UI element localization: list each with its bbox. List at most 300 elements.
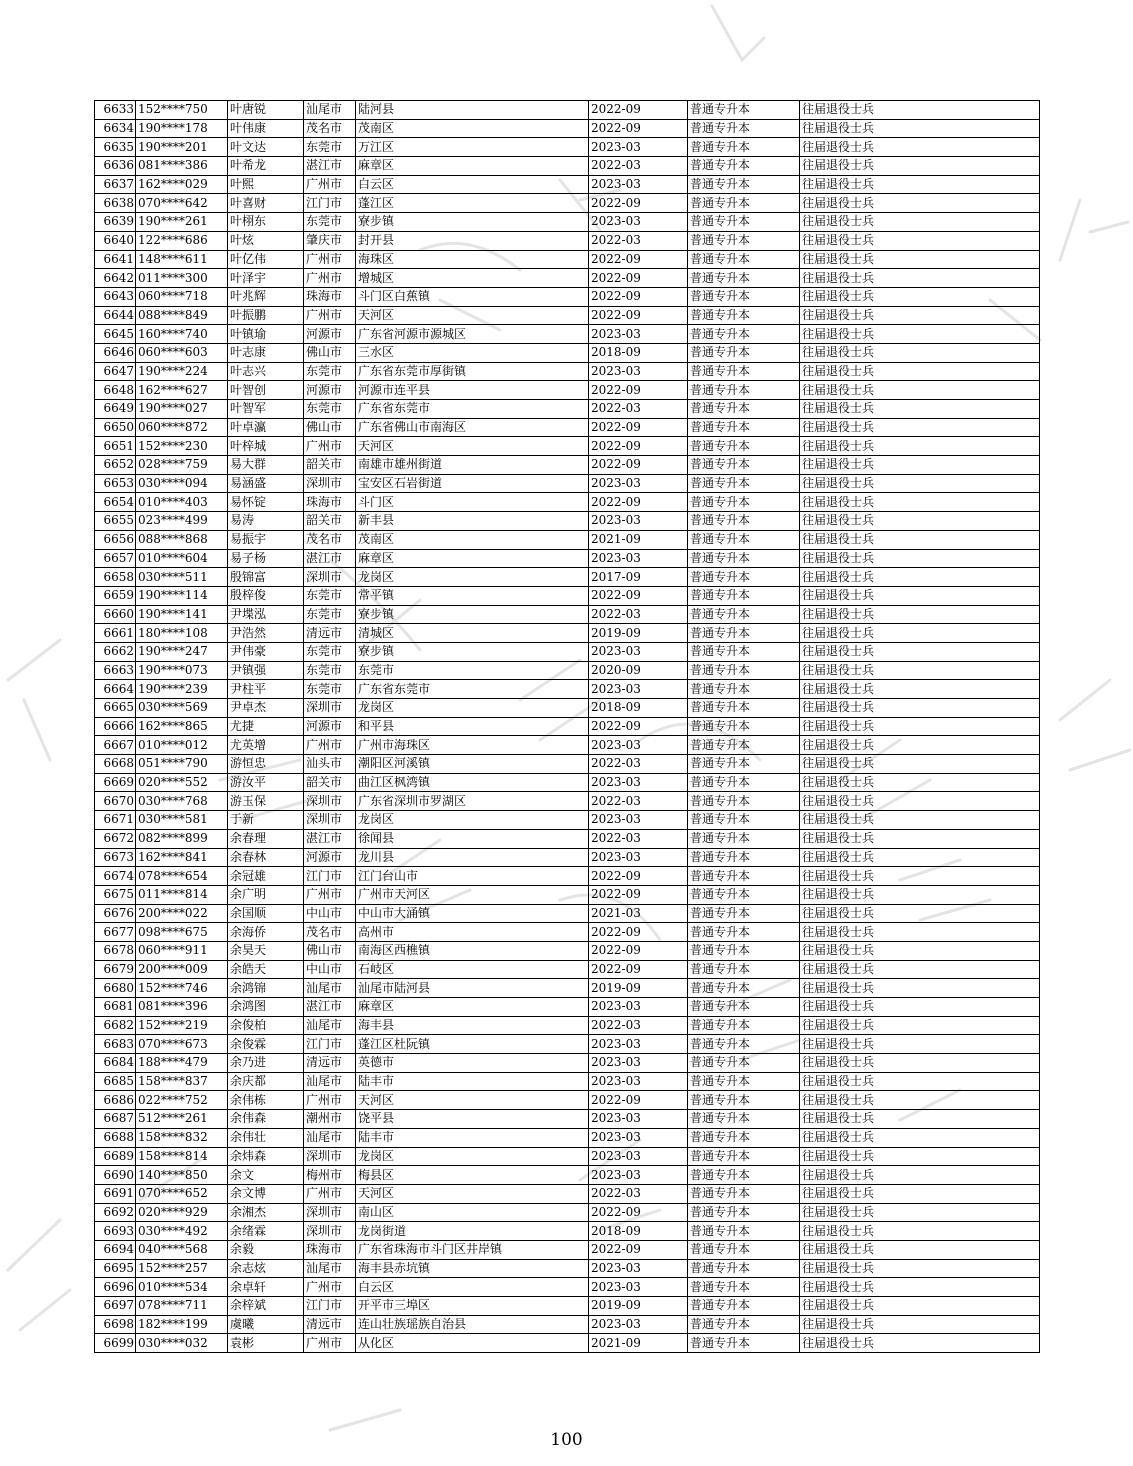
table-row xyxy=(95,1334,1040,1353)
student-name-cell: 余卓轩 xyxy=(228,1278,304,1297)
row-number-cell: 6644 xyxy=(95,306,136,325)
exam-type-cell: 普通专升本 xyxy=(688,904,800,923)
exam-number-cell: 070****673 xyxy=(136,1035,228,1054)
enrollment-date-cell: 2022-09 xyxy=(589,194,688,213)
student-category-cell: 往届退役士兵 xyxy=(800,418,1040,437)
district-cell: 从化区 xyxy=(356,1334,589,1353)
exam-type-cell: 普通专升本 xyxy=(688,381,800,400)
student-name-cell: 于新 xyxy=(228,811,304,830)
table-row xyxy=(95,306,1040,325)
exam-type-cell: 普通专升本 xyxy=(688,605,800,624)
exam-type-cell: 普通专升本 xyxy=(688,736,800,755)
student-name-cell: 余伟栋 xyxy=(228,1091,304,1110)
city-cell: 江门市 xyxy=(304,194,356,213)
student-category-cell: 往届退役士兵 xyxy=(800,1203,1040,1222)
row-number-cell: 6634 xyxy=(95,119,136,138)
student-name-cell: 叶炫 xyxy=(228,231,304,250)
student-name-cell: 尹柱平 xyxy=(228,680,304,699)
enrollment-date-cell: 2023-03 xyxy=(589,325,688,344)
city-cell: 韶关市 xyxy=(304,512,356,531)
table-row xyxy=(95,456,1040,475)
city-cell: 韶关市 xyxy=(304,773,356,792)
student-category-cell: 往届退役士兵 xyxy=(800,1240,1040,1259)
enrollment-date-cell: 2023-03 xyxy=(589,1035,688,1054)
district-cell: 增城区 xyxy=(356,269,589,288)
exam-number-cell: 088****868 xyxy=(136,530,228,549)
row-number-cell: 6658 xyxy=(95,568,136,587)
table-row xyxy=(95,119,1040,138)
student-name-cell: 尹浩然 xyxy=(228,624,304,643)
exam-type-cell: 普通专升本 xyxy=(688,269,800,288)
exam-type-cell: 普通专升本 xyxy=(688,923,800,942)
enrollment-date-cell: 2022-09 xyxy=(589,960,688,979)
district-cell: 海丰县赤坑镇 xyxy=(356,1259,589,1278)
enrollment-date-cell: 2021-03 xyxy=(589,904,688,923)
exam-number-cell: 010****403 xyxy=(136,493,228,512)
exam-number-cell: 122****686 xyxy=(136,231,228,250)
exam-number-cell: 030****094 xyxy=(136,474,228,493)
exam-number-cell: 512****261 xyxy=(136,1110,228,1129)
district-cell: 广州市海珠区 xyxy=(356,736,589,755)
student-name-cell: 余春林 xyxy=(228,848,304,867)
student-category-cell: 往届退役士兵 xyxy=(800,343,1040,362)
row-number-cell: 6675 xyxy=(95,885,136,904)
district-cell: 广东省深圳市罗湖区 xyxy=(356,792,589,811)
city-cell: 深圳市 xyxy=(304,474,356,493)
row-number-cell: 6657 xyxy=(95,549,136,568)
student-name-cell: 余文 xyxy=(228,1166,304,1185)
exam-number-cell: 148****611 xyxy=(136,250,228,269)
student-category-cell: 往届退役士兵 xyxy=(800,1035,1040,1054)
student-name-cell: 余庆都 xyxy=(228,1072,304,1091)
district-cell: 三水区 xyxy=(356,343,589,362)
student-category-cell: 往届退役士兵 xyxy=(800,792,1040,811)
exam-type-cell: 普通专升本 xyxy=(688,755,800,774)
student-name-cell: 叶熙 xyxy=(228,175,304,194)
table-row xyxy=(95,848,1040,867)
exam-type-cell: 普通专升本 xyxy=(688,1091,800,1110)
enrollment-date-cell: 2021-09 xyxy=(589,1334,688,1353)
district-cell: 麻章区 xyxy=(356,549,589,568)
district-cell: 寮步镇 xyxy=(356,605,589,624)
exam-number-cell: 190****073 xyxy=(136,661,228,680)
student-name-cell: 袁彬 xyxy=(228,1334,304,1353)
district-cell: 广东省珠海市斗门区井岸镇 xyxy=(356,1240,589,1259)
enrollment-date-cell: 2022-09 xyxy=(589,287,688,306)
exam-number-cell: 190****261 xyxy=(136,213,228,232)
exam-type-cell: 普通专升本 xyxy=(688,325,800,344)
enrollment-date-cell: 2022-03 xyxy=(589,231,688,250)
table-row xyxy=(95,717,1040,736)
district-cell: 和平县 xyxy=(356,717,589,736)
enrollment-date-cell: 2022-09 xyxy=(589,941,688,960)
student-name-cell: 叶志康 xyxy=(228,343,304,362)
city-cell: 东莞市 xyxy=(304,213,356,232)
city-cell: 珠海市 xyxy=(304,493,356,512)
student-name-cell: 叶梓城 xyxy=(228,437,304,456)
enrollment-date-cell: 2022-09 xyxy=(589,269,688,288)
district-cell: 东莞市 xyxy=(356,661,589,680)
exam-number-cell: 200****022 xyxy=(136,904,228,923)
enrollment-date-cell: 2023-03 xyxy=(589,848,688,867)
city-cell: 佛山市 xyxy=(304,941,356,960)
row-number-cell: 6669 xyxy=(95,773,136,792)
student-name-cell: 余海侨 xyxy=(228,923,304,942)
student-category-cell: 往届退役士兵 xyxy=(800,1110,1040,1129)
row-number-cell: 6651 xyxy=(95,437,136,456)
student-name-cell: 叶泽宇 xyxy=(228,269,304,288)
city-cell: 广州市 xyxy=(304,736,356,755)
district-cell: 陆丰市 xyxy=(356,1128,589,1147)
student-name-cell: 余冠雄 xyxy=(228,867,304,886)
exam-number-cell: 190****247 xyxy=(136,642,228,661)
district-cell: 广东省东莞市 xyxy=(356,400,589,419)
enrollment-date-cell: 2023-03 xyxy=(589,1128,688,1147)
exam-type-cell: 普通专升本 xyxy=(688,1128,800,1147)
student-category-cell: 往届退役士兵 xyxy=(800,269,1040,288)
city-cell: 湛江市 xyxy=(304,829,356,848)
student-category-cell: 往届退役士兵 xyxy=(800,941,1040,960)
student-category-cell: 往届退役士兵 xyxy=(800,157,1040,176)
enrollment-date-cell: 2022-09 xyxy=(589,1091,688,1110)
city-cell: 汕头市 xyxy=(304,755,356,774)
exam-number-cell: 200****009 xyxy=(136,960,228,979)
enrollment-date-cell: 2022-09 xyxy=(589,381,688,400)
exam-number-cell: 158****814 xyxy=(136,1147,228,1166)
exam-number-cell: 030****032 xyxy=(136,1334,228,1353)
student-category-cell: 往届退役士兵 xyxy=(800,811,1040,830)
table-row xyxy=(95,586,1040,605)
table-row xyxy=(95,1035,1040,1054)
student-category-cell: 往届退役士兵 xyxy=(800,605,1040,624)
row-number-cell: 6646 xyxy=(95,343,136,362)
exam-number-cell: 098****675 xyxy=(136,923,228,942)
table-row xyxy=(95,287,1040,306)
city-cell: 广州市 xyxy=(304,306,356,325)
exam-number-cell: 152****230 xyxy=(136,437,228,456)
exam-number-cell: 030****569 xyxy=(136,699,228,718)
district-cell: 潮阳区河溪镇 xyxy=(356,755,589,774)
exam-type-cell: 普通专升本 xyxy=(688,1184,800,1203)
table-row xyxy=(95,1259,1040,1278)
district-cell: 南雄市雄州街道 xyxy=(356,456,589,475)
row-number-cell: 6697 xyxy=(95,1297,136,1316)
district-cell: 海丰县 xyxy=(356,1016,589,1035)
exam-number-cell: 082****899 xyxy=(136,829,228,848)
city-cell: 汕尾市 xyxy=(304,979,356,998)
exam-number-cell: 060****872 xyxy=(136,418,228,437)
district-cell: 天河区 xyxy=(356,1091,589,1110)
city-cell: 珠海市 xyxy=(304,287,356,306)
exam-type-cell: 普通专升本 xyxy=(688,867,800,886)
district-cell: 广州市天河区 xyxy=(356,885,589,904)
exam-number-cell: 140****850 xyxy=(136,1166,228,1185)
enrollment-date-cell: 2023-03 xyxy=(589,1166,688,1185)
row-number-cell: 6687 xyxy=(95,1110,136,1129)
enrollment-date-cell: 2023-03 xyxy=(589,474,688,493)
table-row xyxy=(95,1203,1040,1222)
row-number-cell: 6652 xyxy=(95,456,136,475)
city-cell: 深圳市 xyxy=(304,568,356,587)
table-row xyxy=(95,1147,1040,1166)
table-row xyxy=(95,1110,1040,1129)
enrollment-date-cell: 2023-03 xyxy=(589,213,688,232)
table-row xyxy=(95,699,1040,718)
table-row xyxy=(95,437,1040,456)
exam-type-cell: 普通专升本 xyxy=(688,661,800,680)
student-category-cell: 往届退役士兵 xyxy=(800,923,1040,942)
row-number-cell: 6671 xyxy=(95,811,136,830)
exam-type-cell: 普通专升本 xyxy=(688,213,800,232)
roster-body xyxy=(95,101,1040,1353)
student-category-cell: 往届退役士兵 xyxy=(800,568,1040,587)
exam-number-cell: 010****604 xyxy=(136,549,228,568)
district-cell: 高州市 xyxy=(356,923,589,942)
city-cell: 中山市 xyxy=(304,904,356,923)
student-name-cell: 游玉保 xyxy=(228,792,304,811)
exam-number-cell: 190****239 xyxy=(136,680,228,699)
enrollment-date-cell: 2022-03 xyxy=(589,1184,688,1203)
exam-type-cell: 普通专升本 xyxy=(688,568,800,587)
enrollment-date-cell: 2018-09 xyxy=(589,699,688,718)
student-category-cell: 往届退役士兵 xyxy=(800,250,1040,269)
student-name-cell: 余昊天 xyxy=(228,941,304,960)
exam-type-cell: 普通专升本 xyxy=(688,848,800,867)
student-category-cell: 往届退役士兵 xyxy=(800,474,1040,493)
exam-number-cell: 081****386 xyxy=(136,157,228,176)
student-category-cell: 往届退役士兵 xyxy=(800,175,1040,194)
exam-number-cell: 010****534 xyxy=(136,1278,228,1297)
district-cell: 茂南区 xyxy=(356,119,589,138)
exam-type-cell: 普通专升本 xyxy=(688,362,800,381)
district-cell: 天河区 xyxy=(356,306,589,325)
enrollment-date-cell: 2018-09 xyxy=(589,343,688,362)
table-row xyxy=(95,829,1040,848)
student-category-cell: 往届退役士兵 xyxy=(800,848,1040,867)
exam-type-cell: 普通专升本 xyxy=(688,941,800,960)
student-name-cell: 易子杨 xyxy=(228,549,304,568)
student-category-cell: 往届退役士兵 xyxy=(800,885,1040,904)
city-cell: 东莞市 xyxy=(304,138,356,157)
city-cell: 广州市 xyxy=(304,437,356,456)
enrollment-date-cell: 2022-03 xyxy=(589,400,688,419)
student-category-cell: 往届退役士兵 xyxy=(800,1222,1040,1241)
table-row xyxy=(95,867,1040,886)
enrollment-date-cell: 2022-09 xyxy=(589,493,688,512)
table-row xyxy=(95,960,1040,979)
table-row xyxy=(95,1222,1040,1241)
row-number-cell: 6690 xyxy=(95,1166,136,1185)
exam-number-cell: 152****257 xyxy=(136,1259,228,1278)
table-row xyxy=(95,998,1040,1017)
district-cell: 陆河县 xyxy=(356,101,589,120)
exam-type-cell: 普通专升本 xyxy=(688,1315,800,1334)
table-row xyxy=(95,138,1040,157)
table-row xyxy=(95,1297,1040,1316)
student-category-cell: 往届退役士兵 xyxy=(800,1297,1040,1316)
student-name-cell: 叶希龙 xyxy=(228,157,304,176)
row-number-cell: 6649 xyxy=(95,400,136,419)
student-name-cell: 叶卓瀛 xyxy=(228,418,304,437)
exam-number-cell: 162****029 xyxy=(136,175,228,194)
exam-type-cell: 普通专升本 xyxy=(688,1147,800,1166)
exam-type-cell: 普通专升本 xyxy=(688,792,800,811)
student-name-cell: 余绪霖 xyxy=(228,1222,304,1241)
student-category-cell: 往届退役士兵 xyxy=(800,1072,1040,1091)
row-number-cell: 6633 xyxy=(95,101,136,120)
row-number-cell: 6676 xyxy=(95,904,136,923)
enrollment-date-cell: 2023-03 xyxy=(589,811,688,830)
exam-number-cell: 180****108 xyxy=(136,624,228,643)
table-row xyxy=(95,474,1040,493)
exam-type-cell: 普通专升本 xyxy=(688,642,800,661)
enrollment-date-cell: 2022-09 xyxy=(589,418,688,437)
exam-number-cell: 152****746 xyxy=(136,979,228,998)
table-row xyxy=(95,231,1040,250)
district-cell: 河源市连平县 xyxy=(356,381,589,400)
student-category-cell: 往届退役士兵 xyxy=(800,512,1040,531)
student-category-cell: 往届退役士兵 xyxy=(800,680,1040,699)
row-number-cell: 6670 xyxy=(95,792,136,811)
city-cell: 湛江市 xyxy=(304,157,356,176)
student-category-cell: 往届退役士兵 xyxy=(800,456,1040,475)
student-name-cell: 叶唐锐 xyxy=(228,101,304,120)
district-cell: 常平镇 xyxy=(356,586,589,605)
district-cell: 石岐区 xyxy=(356,960,589,979)
city-cell: 清远市 xyxy=(304,1315,356,1334)
enrollment-date-cell: 2022-09 xyxy=(589,867,688,886)
student-name-cell: 叶喜财 xyxy=(228,194,304,213)
row-number-cell: 6689 xyxy=(95,1147,136,1166)
student-name-cell: 游恒忠 xyxy=(228,755,304,774)
exam-number-cell: 190****027 xyxy=(136,400,228,419)
row-number-cell: 6664 xyxy=(95,680,136,699)
student-name-cell: 余鸿锦 xyxy=(228,979,304,998)
district-cell: 陆丰市 xyxy=(356,1072,589,1091)
row-number-cell: 6636 xyxy=(95,157,136,176)
exam-type-cell: 普通专升本 xyxy=(688,1222,800,1241)
exam-number-cell: 088****849 xyxy=(136,306,228,325)
district-cell: 天河区 xyxy=(356,1184,589,1203)
table-row xyxy=(95,362,1040,381)
exam-type-cell: 普通专升本 xyxy=(688,549,800,568)
table-row xyxy=(95,101,1040,120)
student-name-cell: 余湘杰 xyxy=(228,1203,304,1222)
student-name-cell: 余毅 xyxy=(228,1240,304,1259)
city-cell: 汕尾市 xyxy=(304,101,356,120)
row-number-cell: 6650 xyxy=(95,418,136,437)
enrollment-date-cell: 2023-03 xyxy=(589,1315,688,1334)
student-name-cell: 余广明 xyxy=(228,885,304,904)
table-row xyxy=(95,904,1040,923)
table-row xyxy=(95,530,1040,549)
exam-type-cell: 普通专升本 xyxy=(688,1240,800,1259)
exam-type-cell: 普通专升本 xyxy=(688,287,800,306)
district-cell: 天河区 xyxy=(356,437,589,456)
city-cell: 佛山市 xyxy=(304,418,356,437)
exam-type-cell: 普通专升本 xyxy=(688,1259,800,1278)
student-name-cell: 叶志兴 xyxy=(228,362,304,381)
student-name-cell: 易怀锭 xyxy=(228,493,304,512)
row-number-cell: 6641 xyxy=(95,250,136,269)
district-cell: 蓬江区 xyxy=(356,194,589,213)
row-number-cell: 6639 xyxy=(95,213,136,232)
district-cell: 徐闻县 xyxy=(356,829,589,848)
exam-number-cell: 030****492 xyxy=(136,1222,228,1241)
table-row xyxy=(95,568,1040,587)
city-cell: 茂名市 xyxy=(304,530,356,549)
city-cell: 东莞市 xyxy=(304,605,356,624)
row-number-cell: 6677 xyxy=(95,923,136,942)
student-category-cell: 往届退役士兵 xyxy=(800,960,1040,979)
exam-number-cell: 060****718 xyxy=(136,287,228,306)
enrollment-date-cell: 2022-09 xyxy=(589,306,688,325)
exam-type-cell: 普通专升本 xyxy=(688,1110,800,1129)
row-number-cell: 6663 xyxy=(95,661,136,680)
student-name-cell: 余俊霖 xyxy=(228,1035,304,1054)
city-cell: 梅州市 xyxy=(304,1166,356,1185)
row-number-cell: 6635 xyxy=(95,138,136,157)
city-cell: 深圳市 xyxy=(304,792,356,811)
enrollment-date-cell: 2023-03 xyxy=(589,642,688,661)
student-category-cell: 往届退役士兵 xyxy=(800,287,1040,306)
district-cell: 龙岗区 xyxy=(356,1147,589,1166)
student-category-cell: 往届退役士兵 xyxy=(800,325,1040,344)
city-cell: 广州市 xyxy=(304,1184,356,1203)
exam-type-cell: 普通专升本 xyxy=(688,493,800,512)
student-category-cell: 往届退役士兵 xyxy=(800,1147,1040,1166)
city-cell: 江门市 xyxy=(304,867,356,886)
enrollment-date-cell: 2022-09 xyxy=(589,101,688,120)
exam-type-cell: 普通专升本 xyxy=(688,1297,800,1316)
row-number-cell: 6647 xyxy=(95,362,136,381)
student-name-cell: 叶镇瑜 xyxy=(228,325,304,344)
city-cell: 广州市 xyxy=(304,1278,356,1297)
student-category-cell: 往届退役士兵 xyxy=(800,400,1040,419)
exam-type-cell: 普通专升本 xyxy=(688,512,800,531)
student-category-cell: 往届退役士兵 xyxy=(800,1184,1040,1203)
city-cell: 茂名市 xyxy=(304,923,356,942)
exam-type-cell: 普通专升本 xyxy=(688,960,800,979)
enrollment-date-cell: 2023-03 xyxy=(589,549,688,568)
exam-type-cell: 普通专升本 xyxy=(688,979,800,998)
enrollment-date-cell: 2023-03 xyxy=(589,736,688,755)
exam-number-cell: 152****750 xyxy=(136,101,228,120)
city-cell: 东莞市 xyxy=(304,642,356,661)
row-number-cell: 6662 xyxy=(95,642,136,661)
table-row xyxy=(95,1054,1040,1073)
row-number-cell: 6695 xyxy=(95,1259,136,1278)
row-number-cell: 6638 xyxy=(95,194,136,213)
district-cell: 曲江区枫湾镇 xyxy=(356,773,589,792)
student-name-cell: 尤英增 xyxy=(228,736,304,755)
student-name-cell: 游汝平 xyxy=(228,773,304,792)
enrollment-date-cell: 2017-09 xyxy=(589,568,688,587)
student-category-cell: 往届退役士兵 xyxy=(800,138,1040,157)
city-cell: 清远市 xyxy=(304,1054,356,1073)
student-name-cell: 尹堞泓 xyxy=(228,605,304,624)
student-name-cell: 叶智军 xyxy=(228,400,304,419)
district-cell: 广东省东莞市 xyxy=(356,680,589,699)
exam-number-cell: 040****568 xyxy=(136,1240,228,1259)
student-category-cell: 往届退役士兵 xyxy=(800,1259,1040,1278)
enrollment-date-cell: 2023-03 xyxy=(589,680,688,699)
table-row xyxy=(95,1315,1040,1334)
city-cell: 江门市 xyxy=(304,1297,356,1316)
district-cell: 斗门区白蕉镇 xyxy=(356,287,589,306)
exam-type-cell: 普通专升本 xyxy=(688,437,800,456)
student-category-cell: 往届退役士兵 xyxy=(800,736,1040,755)
